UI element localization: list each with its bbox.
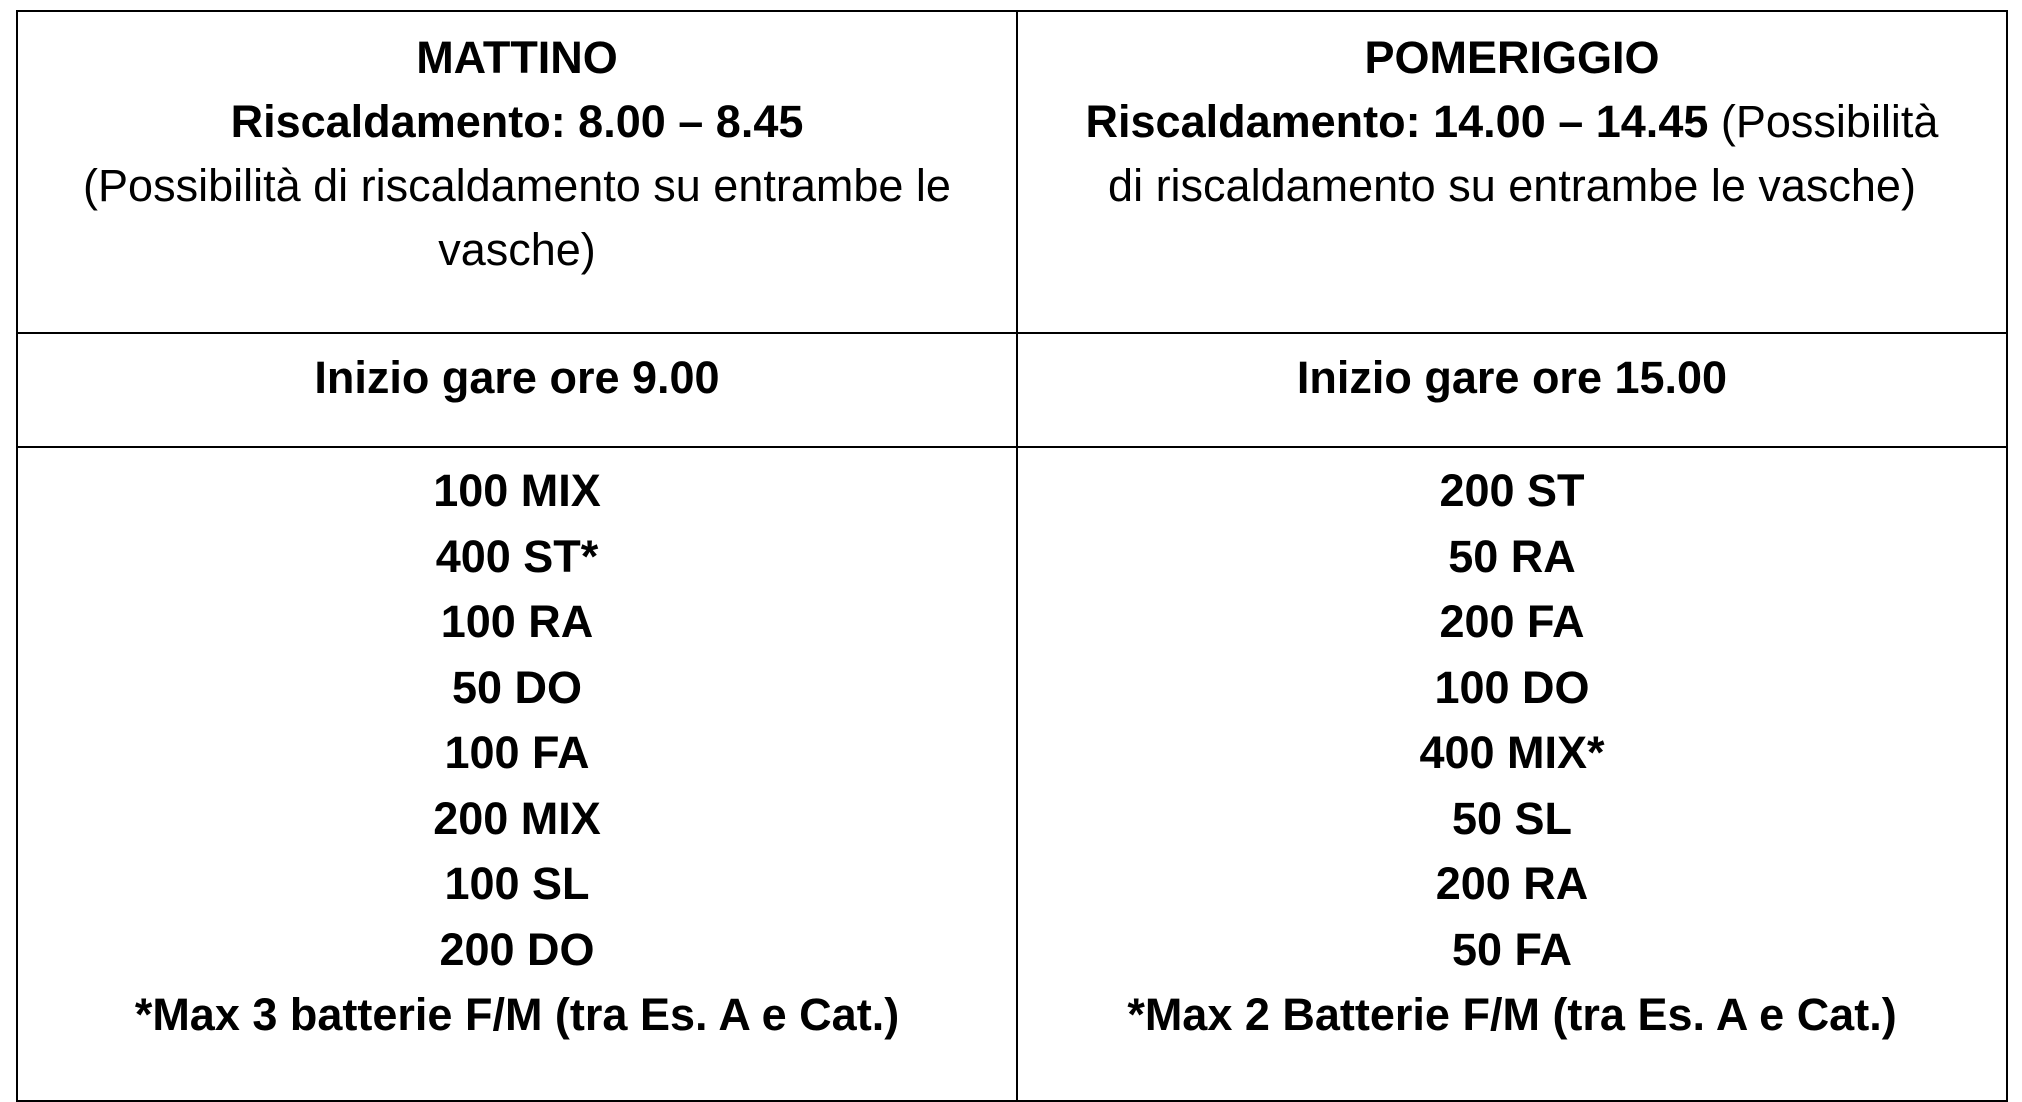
afternoon-header-cell <box>1017 11 2007 333</box>
event-item: 50 DO <box>451 661 583 713</box>
event-item: 200 ST <box>1439 465 1585 516</box>
afternoon-warmup-label: Riscaldamento: 14.00 – 14.45 <box>1085 96 1709 147</box>
event-item: 50 FA <box>1451 923 1573 975</box>
morning-events-cell <box>17 447 1017 1101</box>
event-item: 200 DO <box>439 923 595 975</box>
morning-event-list <box>18 458 1016 982</box>
event-item: 200 FA <box>1439 596 1585 647</box>
competition-schedule-table <box>16 10 2008 1102</box>
event-item: 50 SL <box>1451 792 1573 844</box>
morning-heat-note: *Max 3 batterie F/M (tra Es. A e Cat.) <box>134 989 900 1040</box>
morning-start-cell <box>17 333 1017 447</box>
start-time-row <box>17 333 2007 447</box>
afternoon-event-list <box>1018 458 2006 982</box>
afternoon-events-cell <box>1017 447 2007 1101</box>
event-item: 100 DO <box>1434 661 1590 713</box>
event-item: 400 ST* <box>435 530 599 582</box>
morning-header-cell <box>17 11 1017 333</box>
event-item: 100 FA <box>444 727 590 778</box>
morning-title: MATTINO <box>416 32 618 83</box>
afternoon-warmup-note: (Possibilità di riscaldamento su entrambe le vasche) <box>1108 96 1939 211</box>
event-item: 100 RA <box>440 596 594 647</box>
event-item: 100 SL <box>444 858 590 909</box>
session-header-row <box>17 11 2007 333</box>
morning-start-time: Inizio gare ore 9.00 <box>314 352 720 403</box>
afternoon-warmup <box>1018 90 2006 218</box>
afternoon-start-time: Inizio gare ore 15.00 <box>1296 352 1728 403</box>
event-item: 400 MIX* <box>1419 727 1605 778</box>
afternoon-heat-note: *Max 2 Batterie F/M (tra Es. A e Cat.) <box>1127 989 1897 1040</box>
morning-warmup <box>18 90 1016 282</box>
events-row <box>17 447 2007 1101</box>
event-item: 200 MIX <box>433 792 601 844</box>
afternoon-start-cell <box>1017 333 2007 447</box>
event-item: 50 RA <box>1448 530 1576 582</box>
event-item: 200 RA <box>1435 858 1589 909</box>
event-item: 100 MIX <box>433 465 601 516</box>
afternoon-title: POMERIGGIO <box>1364 32 1660 83</box>
morning-warmup-label: Riscaldamento: 8.00 – 8.45 <box>230 96 804 147</box>
morning-warmup-note: (Possibilità di riscaldamento su entrambe le vasche) <box>83 160 951 275</box>
